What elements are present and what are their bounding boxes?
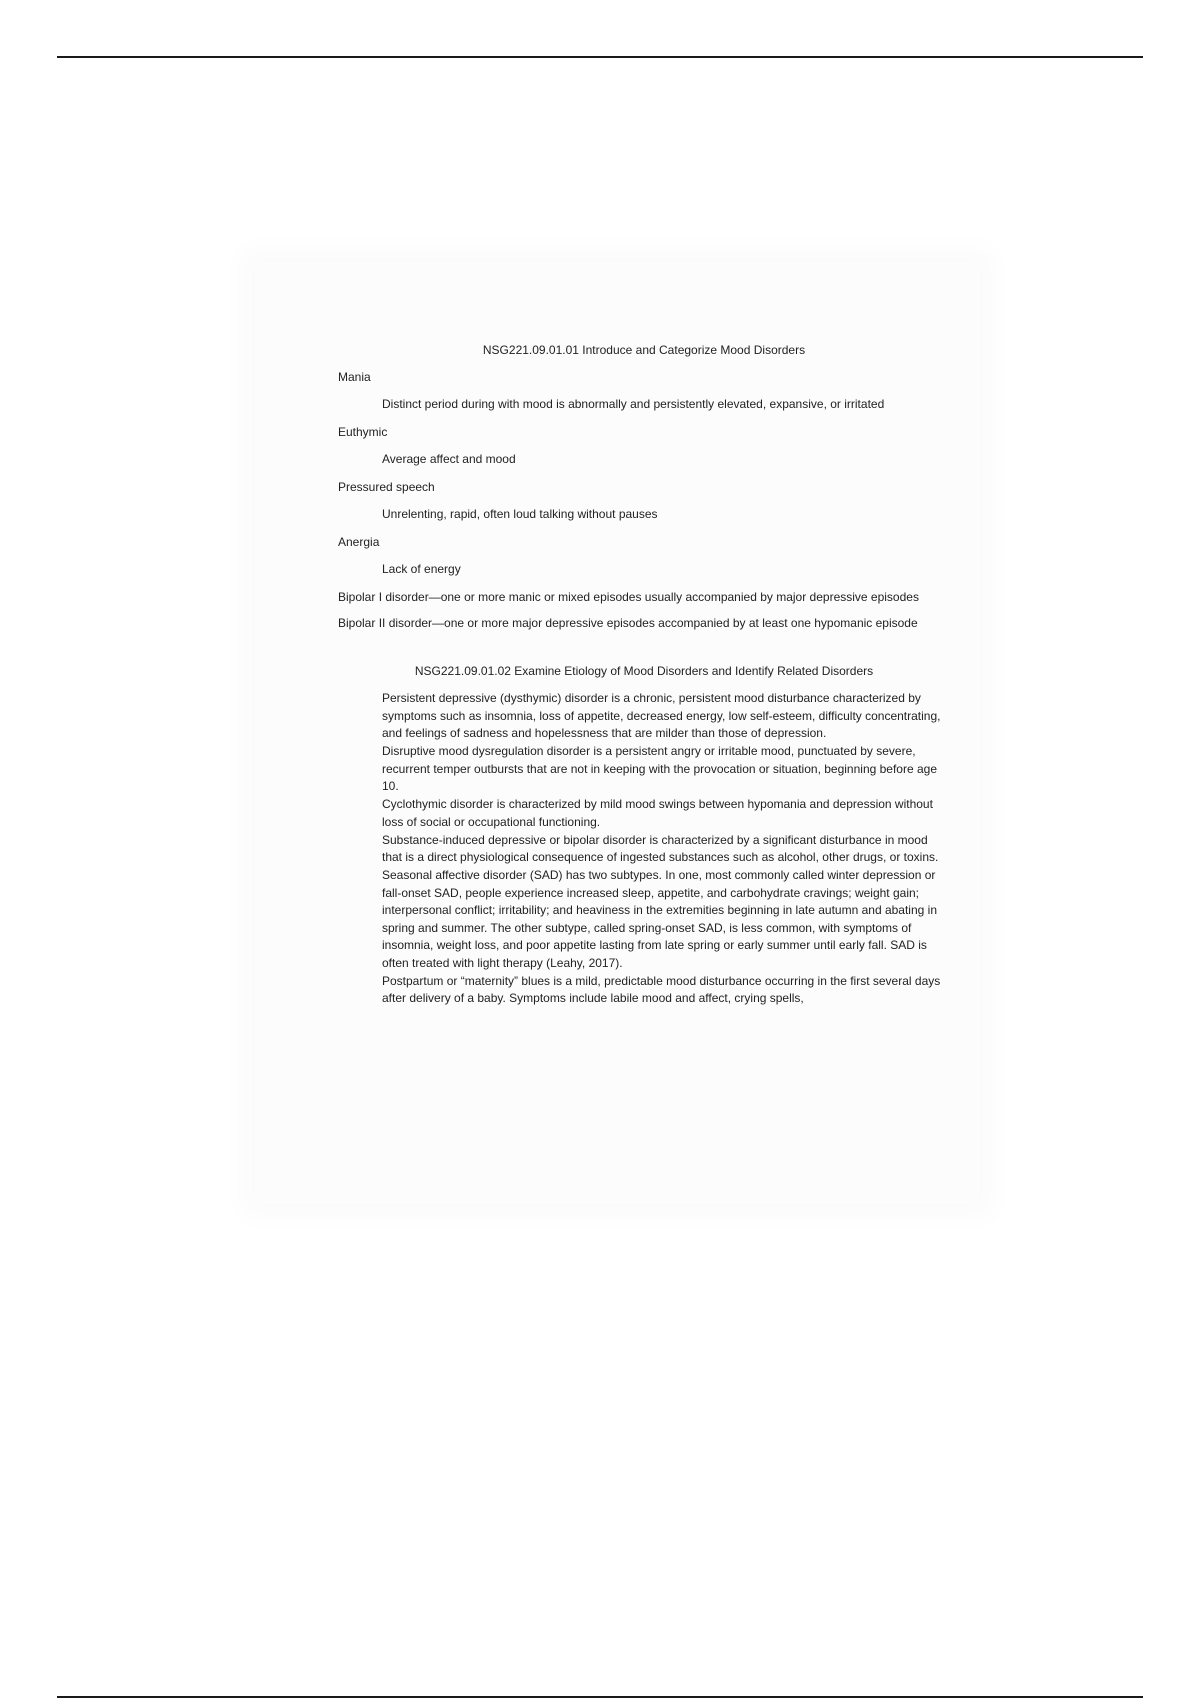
bullet-marker-icon <box>360 690 382 691</box>
bullet-marker-icon <box>360 561 382 562</box>
list-item-text: Substance-induced depressive or bipolar disorder is characterized by a significant disturbance in mood that is a direct physiological consequence of ingested substances such as alcohol, other drugs, or toxins. <box>382 832 939 864</box>
paragraph: Bipolar II disorder—one or more major depressive episodes accompanied by at least one hypomanic episode <box>338 616 918 630</box>
definition-item <box>338 561 950 579</box>
bullet-marker-icon <box>360 973 382 974</box>
bullet-marker-icon <box>360 396 382 397</box>
document-content <box>338 342 950 1008</box>
bullet-marker-icon <box>360 743 382 744</box>
bottom-rule <box>57 1696 1143 1698</box>
document-page <box>255 262 980 1204</box>
bullet-marker-icon <box>360 832 382 833</box>
list-item-text: Disruptive mood dysregulation disorder is a persistent angry or irritable mood, punctuated by severe, recurrent temper outbursts that are not in keeping with the provocation or situation, beginning before age 10. <box>382 744 938 793</box>
section-title: NSG221.09.01.01 Introduce and Categorize Mood Disorders <box>482 343 806 357</box>
bullet-list <box>338 690 950 1008</box>
definition-item <box>338 396 950 414</box>
definition-text: Distinct period during with mood is abnormally and persistently elevated, expansive, or irritated <box>382 397 885 411</box>
list-item <box>338 743 950 796</box>
term-heading: Mania <box>338 369 371 384</box>
bullet-marker-icon <box>360 867 382 868</box>
definition-item <box>338 451 950 469</box>
list-item <box>338 690 950 743</box>
list-item-text: Cyclothymic disorder is characterized by mild mood swings between hypomania and depression without loss of social or occupational functioning. <box>382 797 933 829</box>
definition-item <box>338 506 950 524</box>
term-heading: Pressured speech <box>338 479 435 494</box>
section-title: NSG221.09.01.02 Examine Etiology of Mood Disorders and Identify Related Disorders <box>414 663 874 678</box>
bullet-marker-icon <box>360 506 382 507</box>
list-item <box>338 796 950 831</box>
list-item <box>338 867 950 972</box>
definition-text: Unrelenting, rapid, often loud talking without pauses <box>382 507 658 521</box>
paragraph: Bipolar I disorder—one or more manic or mixed episodes usually accompanied by major depressive episodes <box>338 589 919 604</box>
list-item-text: Postpartum or “maternity” blues is a mild, predictable mood disturbance occurring in the first several days after delivery of a baby. Symptoms include labile mood and affect, crying spells, <box>382 973 941 1005</box>
term-heading: Anergia <box>338 534 380 549</box>
top-rule <box>57 56 1143 58</box>
list-item <box>338 973 950 1008</box>
definition-text: Lack of energy <box>382 562 461 576</box>
term-heading: Euthymic <box>338 424 388 439</box>
definition-text: Average affect and mood <box>382 452 516 466</box>
list-item-text: Persistent depressive (dysthymic) disorder is a chronic, persistent mood disturbance characterized by symptoms such as insomnia, loss of appetite, decreased energy, low self-esteem, difficulty concentrating, and feelings of sadness and hopelessness that are milder than those of depression. <box>382 691 941 740</box>
list-item <box>338 832 950 867</box>
list-item-text: Seasonal affective disorder (SAD) has two subtypes. In one, most commonly called winter depression or fall-onset SAD, people experience increased sleep, appetite, and carbohydrate cravings; weight gain; interpersonal conflict; irritability; and heaviness in the extremities beginning in late autumn and abating in spring and summer. The other subtype, called spring-onset SAD, is less common, with symptoms of insomnia, weight loss, and poor appetite lasting from late spring or early summer until early fall. SAD is often treated with light therapy (Leahy, 2017). <box>382 868 937 970</box>
bullet-marker-icon <box>360 796 382 797</box>
bullet-marker-icon <box>360 451 382 452</box>
